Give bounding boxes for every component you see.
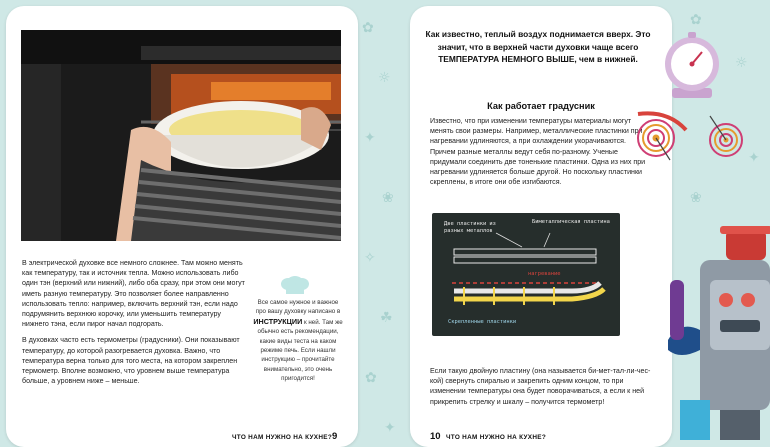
paragraph: Если такую двойную пластину (она называется би-мет-тал-ли-чес-кой) свернуть спиралью и закрепить одним концом, то при изменении температуры она будет поворачиваться, а если к ней прикрепить стрелку и шкалу – получится термометр! <box>430 367 651 406</box>
bimetal-spiral-icon <box>628 108 690 164</box>
right-bottom-text <box>430 366 652 413</box>
note-highlight: ИНСТРУКЦИИ <box>253 316 303 326</box>
doodle-icon: ✦ <box>384 420 396 436</box>
doodle-icon: ✿ <box>365 370 377 386</box>
oven-photo <box>21 30 341 241</box>
left-page <box>6 6 358 447</box>
bent-plate-upper <box>454 283 600 291</box>
intro-part: , чем в нижней. <box>574 54 638 64</box>
page-footer: ЧТО НАМ НУЖНО НА КУХНЕ? <box>446 434 547 441</box>
pointer-line <box>496 233 522 247</box>
plate-top <box>454 249 596 255</box>
oven-thermometer-icon <box>662 30 722 102</box>
paragraph: В духовках часто есть термометры (градусники). Они показывают температуру, до которой разогревается духовка. Важно, что температура верна только для того места, на котором закреплен термометр. Вполне возможно, что уровнем выше температура больше, а уровнем ниже – меньше. <box>22 336 240 386</box>
bimetal-diagram-board <box>432 213 620 336</box>
label-fastened-plates: Скрепленные пластинки <box>448 319 517 325</box>
doodle-icon: ☼ <box>735 55 748 71</box>
pointer-line <box>544 233 550 247</box>
paragraph: В электрической духовке все немного сложнее. Там можно менять как температуру, так и источник тепла. Можно использовать либо один тэн (верхний или нижний), либо оба сразу, при этом они могут иметь разную температуру. Это позволяет более направленно использовать тепло: например, включить верхний тэн, если надо подрумянить верхнюю корочку, или уменьшить температуру нижнего тэна, если пирог начал подгорать. <box>22 259 245 329</box>
doodle-icon: ✿ <box>362 20 374 36</box>
right-body-text <box>430 116 652 193</box>
label-heating: нагревание <box>528 271 561 277</box>
note-text: Все самое нужное и важное про вашу духовку написано в <box>255 299 341 316</box>
chef-hat-icon <box>280 276 310 296</box>
note-text: к ней. Там же обычно есть рекомендации, какие виды теста на каком режиме печь. Если нашли инструкцию – прочитайте внимательно, это очень пригодится! <box>257 318 343 383</box>
doodle-icon: ✧ <box>364 250 376 266</box>
intro-highlight: ТЕМПЕРАТУРА НЕМНОГО ВЫШЕ <box>438 54 575 64</box>
intro-part: Как известно, теплый воздух поднимается вверх. Это значит, что в верхней части духовки чаще всего <box>425 29 651 52</box>
doodle-icon: ✦ <box>364 130 376 146</box>
intro-text <box>420 28 656 66</box>
robot-chef-illustration <box>660 220 770 447</box>
doodle-icon: ✿ <box>690 12 702 28</box>
label-two-plates: Две пластинки из разных металлов <box>444 221 496 234</box>
doodle-icon: ❀ <box>382 190 394 206</box>
doodle-icon: ☼ <box>378 70 391 86</box>
doodle-icon: ✦ <box>748 150 760 166</box>
plate-bottom <box>454 257 596 263</box>
page-footer: ЧТО НАМ НУЖНО НА КУХНЕ? <box>232 434 333 441</box>
page-number: 10 <box>430 431 441 442</box>
left-main-text <box>22 258 247 392</box>
oven-photo-image <box>21 30 341 241</box>
doodle-icon: ☘ <box>380 310 393 326</box>
right-page <box>410 6 672 447</box>
doodle-icon: ❀ <box>690 190 702 206</box>
instruction-note <box>252 298 344 384</box>
paragraph: Известно, что при изменении температуры материалы могут менять свои размеры. Например, металлические пластинки при нагревании удлиняются, а при охлаждении укорачиваются. Причем разные металлы ведут себя по-разному. Ученые придумали соединить две тоненькие пластинки. Одна из них при нагревании удлиняется больше другой. Но поскольку пластинки скреплены, в итоге они обе изгибаются. <box>430 117 646 187</box>
bimetal-spiral-icon <box>700 112 750 164</box>
section-heading: Как работает градусник <box>487 101 595 111</box>
label-bimetal-plate: Биметаллическая пластина <box>532 219 610 225</box>
page-number: 9 <box>332 431 338 442</box>
